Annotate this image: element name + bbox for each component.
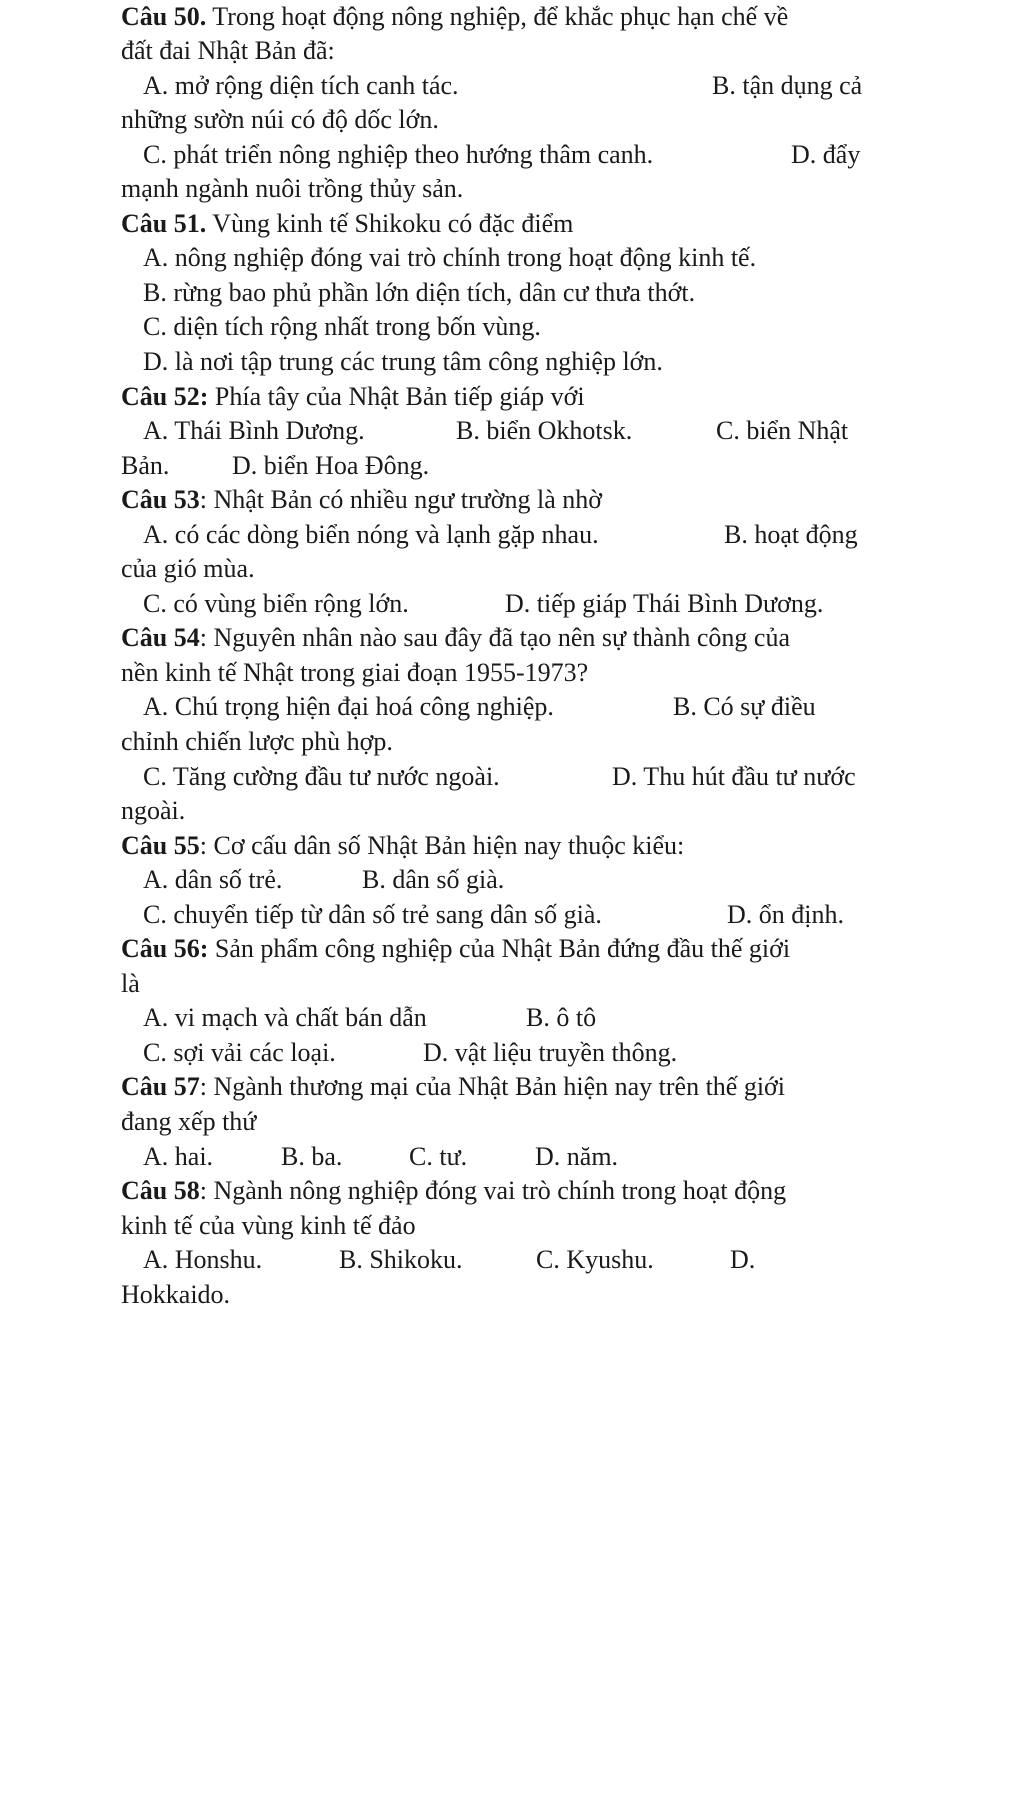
question-number: Câu 54 [121,623,200,652]
option-a: A. Honshu. [143,1245,263,1274]
question-number: Câu 52: [121,382,209,411]
option-a: A. có các dòng biển nóng và lạnh gặp nhau. [143,520,599,549]
option-b: B. ô tô [526,1003,597,1032]
option-d: D. Thu hút đầu tư nước [612,762,856,791]
option-d: D. vật liệu truyền thông. [423,1038,678,1067]
question-text: Sản phẩm công nghiệp của Nhật Bản đứng đầu thế giới [208,934,791,963]
option-c-cont: Bản. [121,451,170,480]
question-56-stem-cont: là [121,969,140,998]
question-text: : Cơ cấu dân số Nhật Bản hiện nay thuộc kiểu: [199,831,685,860]
option-d: D. là nơi tập trung các trung tâm công nghiệp lớn. [143,347,663,376]
question-51-stem [121,207,911,241]
question-55-stem [121,829,911,863]
option-c: C. chuyển tiếp từ dân số trẻ sang dân số già. [143,900,602,929]
question-57-stem [121,1070,911,1104]
option-b-cont: chỉnh chiến lược phù hợp. [121,727,393,756]
option-b: B. rừng bao phủ phần lớn diện tích, dân cư thưa thớt. [143,278,696,307]
question-50-stem-cont: đất đai Nhật Bản đã: [121,36,335,65]
option-d: D. năm. [535,1142,619,1171]
option-a: A. mở rộng diện tích canh tác. [143,71,459,100]
question-58-stem [121,1174,911,1208]
option-a: A. dân số trẻ. [143,865,283,894]
option-d: D. [730,1245,756,1274]
option-a: A. vi mạch và chất bán dẫn [143,1003,427,1032]
question-58-stem-cont: kinh tế của vùng kinh tế đảo [121,1211,416,1240]
option-b: B. ba. [281,1142,343,1171]
option-b-cont: những sườn núi có độ dốc lớn. [121,105,439,134]
question-53-stem [121,483,911,517]
question-57-stem-cont: đang xếp thứ [121,1107,257,1136]
option-d-cont: ngoài. [121,796,186,825]
option-d-cont: Hokkaido. [121,1280,231,1309]
option-c: C. Tăng cường đầu tư nước ngoài. [143,762,500,791]
option-b: B. hoạt động [724,520,858,549]
option-b: B. Shikoku. [339,1245,463,1274]
option-d: D. tiếp giáp Thái Bình Dương. [505,589,824,618]
option-c: C. tư. [409,1142,468,1171]
option-b: B. dân số già. [362,865,505,894]
question-number: Câu 56: [121,934,209,963]
question-number: Câu 51. [121,209,207,238]
question-text: : Ngành thương mại của Nhật Bản hiện nay trên thế giới [199,1072,786,1101]
question-54-stem-cont: nền kinh tế Nhật trong giai đoạn 1955-1973? [121,658,589,687]
question-50-stem [121,0,911,34]
option-d: D. biển Hoa Đông. [232,451,430,480]
option-a: A. hai. [143,1142,214,1171]
option-c: C. Kyushu. [536,1245,654,1274]
option-d: D. ổn định. [727,900,844,929]
option-a: A. Chú trọng hiện đại hoá công nghiệp. [143,692,554,721]
question-54-stem [121,621,911,655]
question-52-stem [121,380,911,414]
option-c: C. có vùng biển rộng lớn. [143,589,409,618]
option-b: B. biển Okhotsk. [456,416,633,445]
question-number: Câu 50. [121,2,207,31]
question-text: Vùng kinh tế Shikoku có đặc điểm [206,209,574,238]
option-d: D. đẩy [791,140,861,169]
option-c: C. sợi vải các loại. [143,1038,336,1067]
option-b-cont: của gió mùa. [121,554,255,583]
question-number: Câu 53 [121,485,200,514]
option-c: C. diện tích rộng nhất trong bốn vùng. [143,312,541,341]
question-text: : Nhật Bản có nhiều ngư trường là nhờ [199,485,603,514]
question-text: : Nguyên nhân nào sau đây đã tạo nên sự thành công của [199,623,791,652]
question-56-stem [121,932,911,966]
option-c: C. biển Nhật [716,416,849,445]
option-c: C. phát triển nông nghiệp theo hướng thâm canh. [143,140,654,169]
question-number: Câu 58 [121,1176,200,1205]
option-b: B. tận dụng cả [712,71,863,100]
option-d-cont: mạnh ngành nuôi trồng thủy sản. [121,174,464,203]
question-number: Câu 57 [121,1072,200,1101]
option-a: A. nông nghiệp đóng vai trò chính trong hoạt động kinh tế. [143,243,757,272]
question-number: Câu 55 [121,831,200,860]
question-text: : Ngành nông nghiệp đóng vai trò chính trong hoạt động [199,1176,787,1205]
question-text: Phía tây của Nhật Bản tiếp giáp với [208,382,585,411]
question-text: Trong hoạt động nông nghiệp, để khắc phục hạn chế về [206,2,789,31]
option-b: B. Có sự điều [673,692,816,721]
option-a: A. Thái Bình Dương. [143,416,365,445]
